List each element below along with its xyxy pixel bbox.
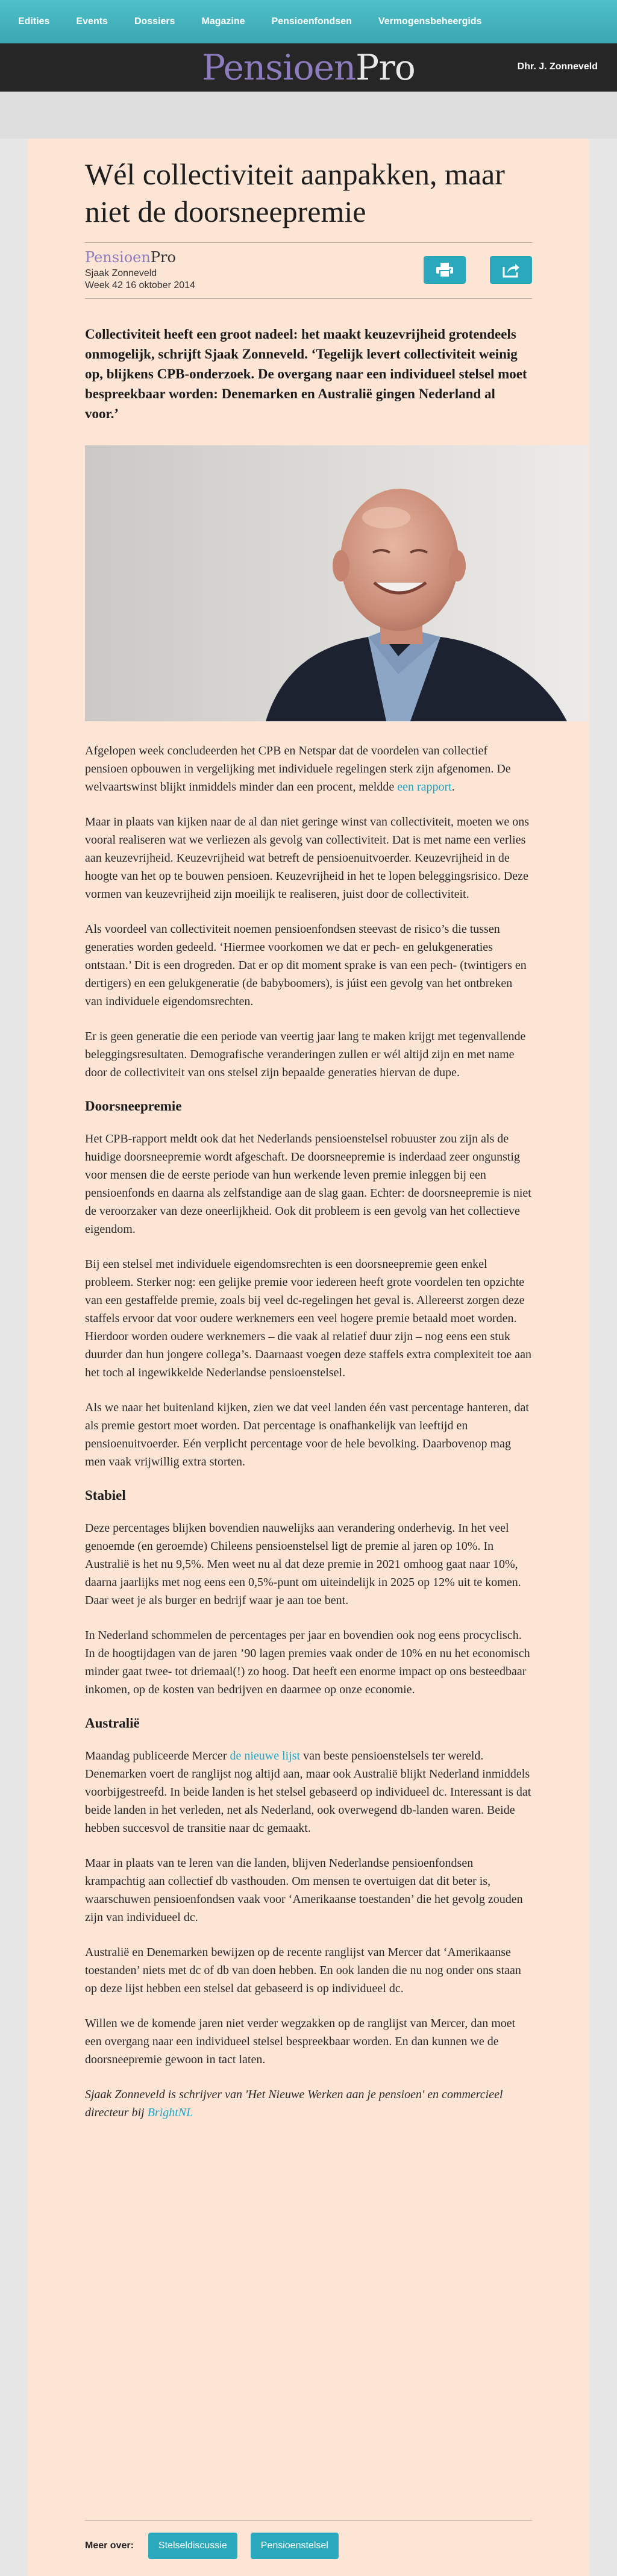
paragraph: Maar in plaats van te leren van die landen, blijven Nederlandse pensioenfondsen krampachtig aan collectief db vasthouden. Om mensen te overtuigen dat dit beter is, waarschuwen pensioenfondsen vaak voor ‘Amerikaanse toestanden’ die het gevolg zouden zijn van individueel dc. bbox=[85, 1857, 523, 1924]
divider bbox=[85, 298, 532, 299]
article-meta bbox=[85, 243, 532, 298]
article-lead: Collectiviteit heeft een groot nadeel: het maakt keuzevrijheid grotendeels onmogelijk, schrijft Sjaak Zonneveld. ‘Tegelijk levert collectiviteit weinig op, blijkens CPB-onderzoek. De overgang naar een individueel stelsel moet bespreekbaar worden: Denemarken en Australië gingen Nederland al voor.’ bbox=[85, 327, 527, 421]
top-navigation bbox=[0, 0, 617, 43]
tag-stelseldiscussie[interactable]: Stelseldiscussie bbox=[148, 2533, 237, 2559]
nav-magazine[interactable]: Magazine bbox=[201, 16, 245, 27]
paragraph: Als we naar het buitenland kijken, zien we dat veel landen één vast percentage hanteren, dat als premie gestort moet worden. Dat percentage is onafhankelijk van leeftijd en pensioenuitvoerder. Eén verplicht percentage voor de hele bevolking. Daarbovenop mag men vaak vrijwillig extra storten. bbox=[85, 1401, 529, 1468]
paragraph: Bij een stelsel met individuele eigendomsrechten is een doorsneepremie geen enkel probleem. Sterker nog: een gelijke premie voor iedereen heeft grote voordelen ten opzichte van een gestaffelde premie, zoals bij veel dc-regelingen het geval is. Allereerst zorgen deze staffels ervoor dat voor oudere werknemers een veel hogere premie betaald moet worden. Hierdoor worden oudere werknemers – die vaak al relatief duur zijn – nog eens een stuk duurder dan hun jongere collega’s. Daarnaast voegen deze staffels extra complexiteit toe aan het toch al ingewikkelde Nederlandse pensioenstelsel. bbox=[85, 1258, 531, 1379]
tag-pensioenstelsel[interactable]: Pensioenstelsel bbox=[251, 2533, 339, 2559]
article bbox=[28, 139, 589, 2576]
paragraph bbox=[85, 742, 532, 796]
section-heading-stabiel: Stabiel bbox=[85, 1488, 126, 1503]
print-button[interactable] bbox=[424, 256, 466, 284]
section-heading-doorsneepremie: Doorsneepremie bbox=[85, 1098, 182, 1114]
paragraph bbox=[85, 1747, 532, 1837]
paragraph: Australië en Denemarken bewijzen op de recente ranglijst van Mercer dat ‘Amerikaanse toestanden’ niets met dc of db van doen hebben. En ook landen die nu nog onder ons staan op deze lijst hebben een stelsel dat gebaseerd is op individueel dc. bbox=[85, 1946, 521, 1995]
tags-label: Meer over: bbox=[85, 2540, 134, 2551]
header-spacer bbox=[0, 92, 617, 139]
source-logo-word-pro: Pro bbox=[150, 249, 176, 266]
share-button[interactable] bbox=[490, 256, 532, 284]
author-name: Sjaak Zonneveld bbox=[85, 268, 157, 278]
author-bio-text: Sjaak Zonneveld is schrijver van 'Het Nieuwe Werken aan je pensioen' en commercieel directeur bij bbox=[85, 2088, 503, 2119]
nav-pensioenfondsen[interactable]: Pensioenfondsen bbox=[271, 16, 352, 27]
paragraph: Er is geen generatie die een periode van veertig jaar lang te maken krijgt met tegenvallende beleggingsresultaten. Demografische veranderingen zullen er wél altijd zijn en met name door de collectiviteit van ons stelsel zijn bepaalde generaties hiervan de dupe. bbox=[85, 1030, 526, 1079]
user-name[interactable]: Dhr. J. Zonneveld bbox=[517, 61, 598, 72]
paragraph: In Nederland schommelen de percentages per jaar en bovendien ook nog eens procyclisch. In de hoogtijdagen van de jaren ’90 lagen premies vaak onder de 10% en nu het economisch minder gaat twee- tot driemaal(!) zo hoog. Dat heeft een enorme impact op ons besteedbaar inkomen, op de kosten van bedrijven en daarmee op onze economie. bbox=[85, 1629, 530, 1696]
source-logo bbox=[85, 249, 176, 266]
nav-events[interactable]: Events bbox=[76, 16, 108, 27]
author-photo bbox=[85, 445, 587, 721]
paragraph-text: van beste pensioenstelsels ter wereld. Denemarken voert de ranglijst nog altijd aan, maar ook Australië blijkt Nederland inmiddels voorbijgestreefd. In beide landen is het stelsel gebaseerd op individueel dc. Interessant is dat beide landen in het verleden, net als Nederland, ook overwegend db-landen waren. Beide hebben succesvol de transitie naar dc gemaakt. bbox=[85, 1749, 531, 1835]
share-icon bbox=[502, 262, 520, 278]
paragraph-text: . bbox=[451, 780, 455, 794]
brightnl-link[interactable]: BrightNL bbox=[147, 2106, 193, 2119]
paragraph-text: Maandag publiceerde Mercer bbox=[85, 1749, 230, 1763]
paragraph: Als voordeel van collectiviteit noemen pensioenfondsen steevast de risico’s die tussen generaties worden gedeeld. ‘Hiermee voorkomen we dat er pech- en gelukgeneraties ontstaan.’ Dit is een drogreden. Dat er op dit moment sprake is van een pech- (twintigers en dertigers) en een gelukgeneratie (de babyboomers), is júist een gevolg van het ontbreken van individuele eigendomsrechten. bbox=[85, 923, 527, 1008]
rapport-link[interactable]: een rapport bbox=[397, 780, 452, 794]
related-tags bbox=[85, 2520, 532, 2559]
author-portrait-illustration bbox=[85, 445, 587, 721]
nav-dossiers[interactable]: Dossiers bbox=[134, 16, 175, 27]
printer-icon bbox=[436, 262, 454, 278]
section-heading-australie: Australië bbox=[85, 1716, 140, 1731]
nav-vermogensbeheergids[interactable]: Vermogensbeheergids bbox=[378, 16, 482, 27]
source-logo-word-pensioen: Pensioen bbox=[85, 249, 151, 266]
author-bio bbox=[85, 2086, 532, 2122]
publication-date: Week 42 16 oktober 2014 bbox=[85, 280, 195, 290]
logo-word-pro: Pro bbox=[355, 47, 415, 88]
logo-word-pensioen: Pensioen bbox=[202, 47, 356, 88]
paragraph-text: Afgelopen week concludeerden het CPB en Netspar dat de voordelen van collectief pensioen opbouwen in vergelijking met individuele regelingen sterk zijn afgenomen. De welvaartswinst blijkt inmiddels minder dan een procent, meldde bbox=[85, 744, 511, 794]
nieuwe-lijst-link[interactable]: de nieuwe lijst bbox=[230, 1749, 301, 1763]
nav-edities[interactable]: Edities bbox=[18, 16, 50, 27]
paragraph: Deze percentages blijken bovendien nauwelijks aan verandering onderhevig. In het veel genoemde (en geroemde) Chileens pensioenstelsel ligt de premie al jaren op 10%. In Australië is het nu 9,5%. Men weet nu al dat deze premie in 2021 omhoog gaat naar 10%, daarna jaarlijks met nog eens een 0,5%-punt om uiteindelijk in 2025 op 12% uit te komen. Daar weet je als burger en bedrijf waar je aan toe bent. bbox=[85, 1521, 521, 1607]
article-title: Wél collectiviteit aanpakken, maar niet de doorsneepremie bbox=[85, 157, 505, 228]
paragraph: Het CPB-rapport meldt ook dat het Nederlands pensioenstelsel robuuster zou zijn als de huidige doorsneepremie wordt afgeschaft. De doorsneepremie is inderdaad zeer ongunstig voor mensen die de eerste periode van hun werkende leven premie inleggen bij een pensioenfonds en daarna als zelfstandige aan de slag gaan. Echter: de doorsneepremie is niet de veroorzaker van deze oneerlijkheid. Ook dit probleem is een gevolg van het collectieve eigendom. bbox=[85, 1132, 531, 1236]
paragraph: Willen we de komende jaren niet verder wegzakken op de ranglijst van Mercer, dan moet een overgang naar een individueel stelsel bespreekbaar worden. En dan kunnen we de doorsneepremie gewoon in tact laten. bbox=[85, 2017, 516, 2066]
paragraph: Maar in plaats van kijken naar de al dan niet geringe winst van collectiviteit, moeten we ons vooral realiseren wat we verliezen als gevolg van collectiviteit. Dat is met name een verlies aan keuzevrijheid. Keuzevrijheid wat betreft de pensioenuitvoerder. Keuzevrijheid in de hoogte van het op te bouwen pensioen. Keuzevrijheid in het te lopen beleggingsrisico. Deze vormen van keuzevrijheid zijn moeilijk te realiseren, juist door de collectiviteit. bbox=[85, 815, 529, 901]
brand-bar bbox=[0, 43, 617, 92]
